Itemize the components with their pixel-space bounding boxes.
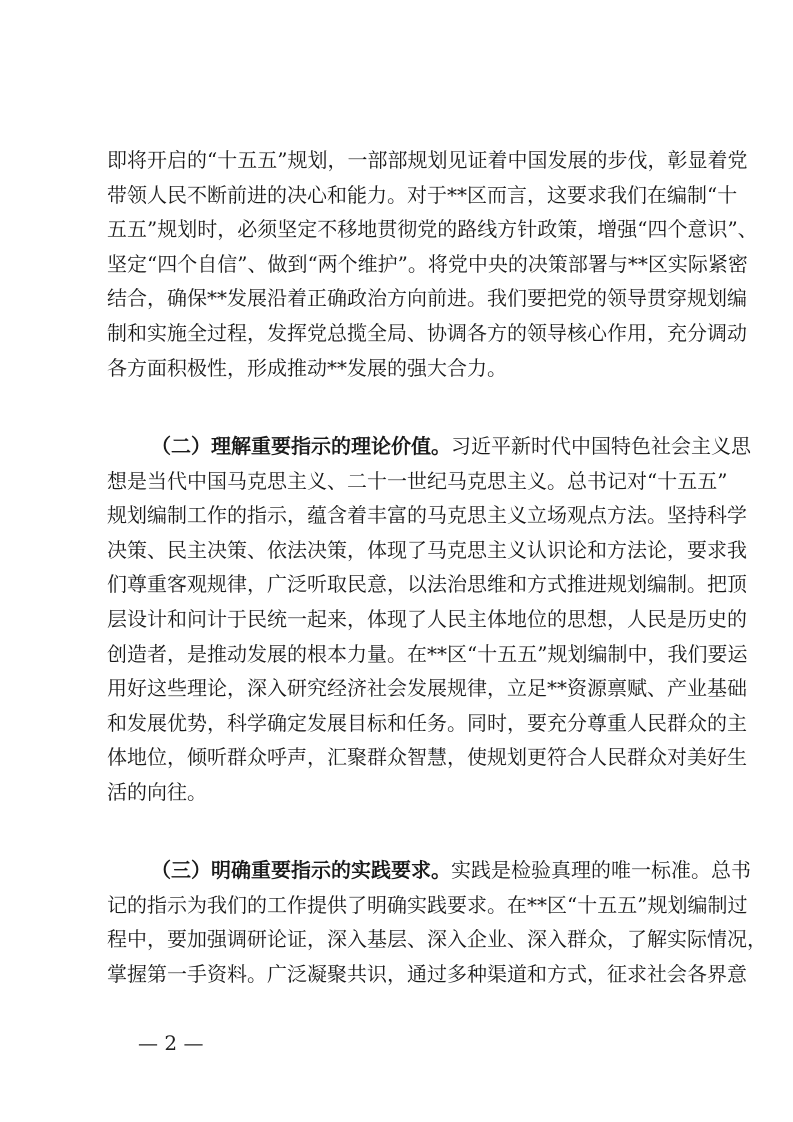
paragraph-line — [107, 283, 747, 313]
paragraph-line — [107, 500, 747, 530]
paragraph-line — [107, 180, 738, 210]
line-text: 规划编制工作的指示，蕴含着丰富的马克思主义立场观点方法。坚持科学 — [107, 503, 747, 528]
paragraph-line — [107, 673, 747, 703]
page-number: — 2 — — [138, 1031, 204, 1055]
paragraph-line — [107, 466, 728, 496]
line-text: 想是当代中国马克思主义、二十一世纪马克思主义。总书记对“十五五” — [107, 468, 728, 493]
paragraph-line — [107, 214, 758, 244]
paragraph-line — [107, 959, 747, 989]
paragraph-line — [107, 742, 747, 772]
paragraph-line — [107, 604, 747, 634]
line-text: 层设计和问计于民统一起来，体现了人民主体地位的思想，人民是历史的 — [107, 607, 747, 631]
paragraph-line — [107, 639, 748, 669]
line-text: 和发展优势，科学确定发展目标和任务。同时，要充分尊重人民群众的主 — [107, 710, 747, 735]
paragraph-line — [107, 708, 747, 738]
line-text: 活的向往。 — [107, 780, 207, 804]
line-text: 程中，要加强调研论证，深入基层、深入企业、深入群众，了解实际情况， — [107, 927, 767, 952]
line-text: 各方面积极性，形成推动**发展的强大合力。 — [107, 355, 507, 380]
line-text: 五五”规划时，必须坚定不移地贯彻党的路线方针政策，增强“四个意识”、 — [107, 217, 758, 242]
paragraph-line — [107, 145, 748, 175]
line-text: 决策、民主决策、依法决策，体现了马克思主义认识论和方法论，要求我 — [107, 537, 747, 562]
line-text: 坚定“四个自信”、做到“两个维护”。将党中央的决策部署与**区实际紧密 — [107, 251, 748, 276]
paragraph-line — [107, 855, 751, 885]
line-text: 创造者，是推动发展的根本力量。在**区“十五五”规划编制中，我们要运 — [107, 641, 748, 666]
line-text: 掌握第一手资料。广泛凝聚共识，通过多种渠道和方式，征求社会各界意 — [107, 961, 747, 986]
line-text: 习近平新时代中国特色社会主义思 — [451, 434, 751, 458]
paragraph-line — [107, 535, 747, 565]
line-text: 实践是检验真理的唯一标准。总书 — [451, 858, 751, 882]
paragraph-line — [107, 353, 691, 383]
paragraph-line — [107, 318, 747, 348]
line-text: 带领人民不断前进的决心和能力。对于**区而言，这要求我们在编制“十 — [107, 182, 738, 207]
paragraph-line — [107, 569, 747, 599]
paragraph-line — [107, 890, 748, 920]
paragraph-line — [107, 249, 748, 279]
line-text: 即将开启的“十五五”规划，一部部规划见证着中国发展的步伐，彰显着党 — [107, 148, 748, 172]
section-heading: （三）明确重要指示的实践要求。 — [151, 858, 451, 882]
line-text: 结合，确保**发展沿着正确政治方向前进。我们要把党的领导贯穿规划编 — [107, 286, 747, 311]
paragraph-line — [107, 777, 691, 807]
line-text: 制和实施全过程，发挥党总揽全局、协调各方的领导核心作用，充分调动 — [107, 321, 747, 345]
paragraph-line — [107, 431, 751, 461]
line-text: 们尊重客观规律，广泛听取民意，以法治思维和方式推进规划编制。把顶 — [107, 572, 747, 597]
line-text: 用好这些理论，深入研究经济社会发展规律，立足**资源禀赋、产业基础 — [107, 676, 747, 701]
section-heading: （二）理解重要指示的理论价值。 — [151, 434, 451, 458]
line-text: 记的指示为我们的工作提供了明确实践要求。在**区“十五五”规划编制过 — [107, 892, 748, 917]
line-text: 体地位，倾听群众呼声，汇聚群众智慧，使规划更符合人民群众对美好生 — [107, 745, 747, 770]
paragraph-line — [107, 924, 767, 954]
